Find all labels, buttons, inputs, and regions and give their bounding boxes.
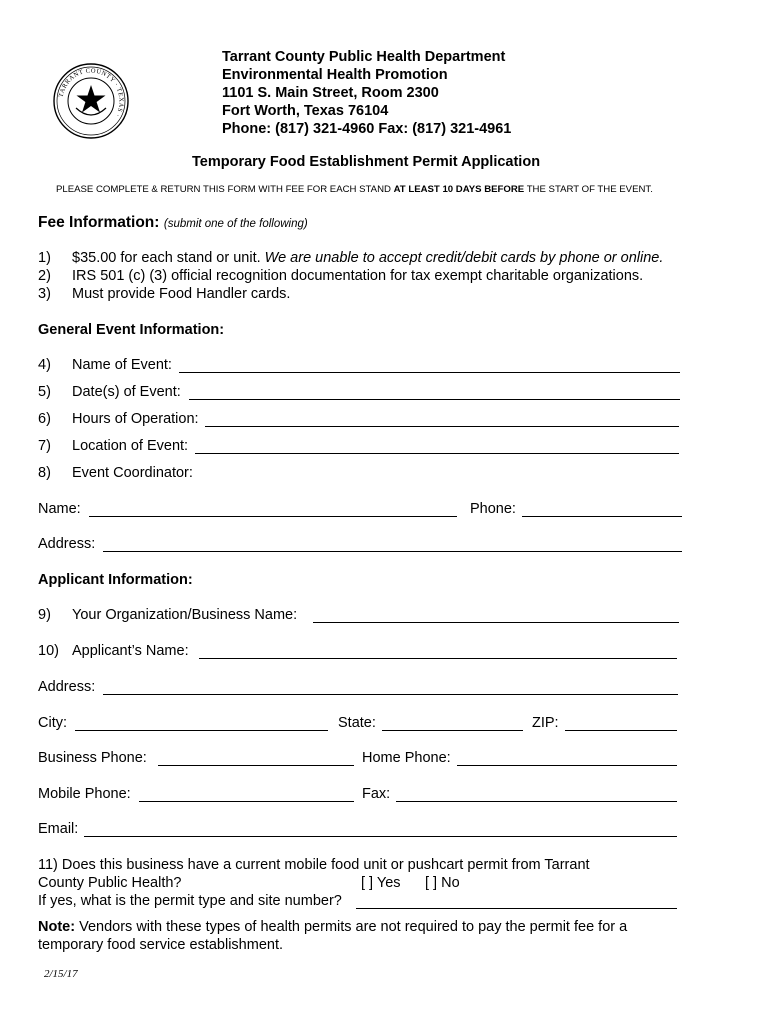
- event-item-num: 5): [38, 384, 51, 400]
- street-address: 1101 S. Main Street, Room 2300: [222, 85, 439, 101]
- email-field[interactable]: [84, 836, 677, 837]
- event-item-num: 7): [38, 438, 51, 454]
- seal-star-icon: [77, 85, 106, 113]
- applicant-name-label: Applicant’s Name:: [72, 643, 189, 659]
- fee-item-num: 2): [38, 268, 51, 284]
- note-text: Vendors with these types of health permits are not required to pay the permit fee for a: [75, 919, 628, 935]
- instructions-text-end: THE START OF THE EVENT.: [524, 184, 653, 195]
- phone-fax: Phone: (817) 321-4960 Fax: (817) 321-4961: [222, 121, 512, 137]
- location-label: Location of Event:: [72, 438, 189, 454]
- instructions-text: PLEASE COMPLETE & RETURN THIS FORM WITH FEE FOR EACH STAND: [56, 184, 394, 195]
- coordinator-address-field[interactable]: [103, 551, 682, 552]
- permit-type-label: If yes, what is the permit type and site number?: [38, 893, 342, 909]
- seal-ring-text: TARRANT COUNTY · TEXAS ·: [57, 67, 125, 119]
- q11-no-checkbox[interactable]: [ ] No: [425, 875, 460, 891]
- fax-label: Fax:: [362, 786, 391, 802]
- event-dates-field[interactable]: [189, 399, 680, 400]
- q9-num: 9): [38, 607, 51, 623]
- fee-heading: Fee Information:: [38, 214, 160, 231]
- mobile-phone-label: Mobile Phone:: [38, 786, 131, 802]
- event-dates-label: Date(s) of Event:: [72, 384, 181, 400]
- coordinator-label: Event Coordinator:: [72, 465, 193, 481]
- fee-item: [72, 250, 663, 266]
- state-label: State:: [338, 715, 376, 731]
- business-phone-label: Business Phone:: [38, 750, 147, 766]
- coordinator-name-field[interactable]: [89, 516, 457, 517]
- org-name-field[interactable]: [313, 622, 679, 623]
- hours-field[interactable]: [205, 426, 679, 427]
- fee-item-text: IRS 501 (c) (3) official recognition documentation for tax exempt charitable organizations.: [72, 268, 644, 284]
- event-item-num: 6): [38, 411, 51, 427]
- zip-label: ZIP:: [532, 715, 559, 731]
- state-field[interactable]: [382, 730, 523, 731]
- org-name-label: Your Organization/Business Name:: [72, 607, 298, 623]
- mobile-phone-field[interactable]: [139, 801, 354, 802]
- department-name: Tarrant County Public Health Department: [222, 49, 506, 65]
- event-name-field[interactable]: [179, 372, 680, 373]
- city-label: City:: [38, 715, 67, 731]
- note-label: Note:: [38, 919, 76, 935]
- form-title: Temporary Food Establishment Permit Application: [192, 154, 541, 170]
- q11-question-cont: County Public Health?: [38, 875, 182, 891]
- applicant-name-field[interactable]: [199, 658, 677, 659]
- q11-question: 11) Does this business have a current mobile food unit or pushcart permit from Tarrant: [38, 857, 590, 873]
- city-state-zip: Fort Worth, Texas 76104: [222, 103, 389, 119]
- email-label: Email:: [38, 821, 79, 837]
- fee-item-num: 3): [38, 286, 51, 302]
- fax-field[interactable]: [396, 801, 677, 802]
- coordinator-address-label: Address:: [38, 536, 96, 552]
- business-phone-field[interactable]: [158, 765, 354, 766]
- q11-yes-checkbox[interactable]: [ ] Yes: [361, 875, 401, 891]
- event-name-label: Name of Event:: [72, 357, 172, 373]
- fee-item-text: $35.00 for each stand or unit.: [72, 250, 265, 266]
- county-seal-logo: [52, 62, 130, 140]
- coordinator-phone-field[interactable]: [522, 516, 682, 517]
- location-field[interactable]: [195, 453, 679, 454]
- applicant-address-label: Address:: [38, 679, 96, 695]
- city-field[interactable]: [75, 730, 328, 731]
- coordinator-name-label: Name:: [38, 501, 81, 517]
- note-text-cont: temporary food service establishment.: [38, 937, 283, 953]
- event-section-heading: General Event Information:: [38, 322, 225, 338]
- event-item-num: 8): [38, 465, 51, 481]
- instructions: [56, 184, 653, 195]
- note-paragraph: [38, 919, 627, 935]
- applicant-address-field[interactable]: [103, 694, 678, 695]
- q10-num: 10): [38, 643, 59, 659]
- home-phone-field[interactable]: [457, 765, 677, 766]
- fee-note: (submit one of the following): [163, 218, 308, 230]
- revision-date: 2/15/17: [44, 968, 78, 980]
- fee-heading-row: [38, 214, 308, 232]
- fee-item-text: Must provide Food Handler cards.: [72, 286, 291, 302]
- applicant-section-heading: Applicant Information:: [38, 572, 193, 588]
- zip-field[interactable]: [565, 730, 677, 731]
- permit-type-field[interactable]: [356, 908, 677, 909]
- fee-item-num: 1): [38, 250, 51, 266]
- fee-item-warning: We are unable to accept credit/debit cards by phone or online.: [264, 250, 664, 266]
- home-phone-label: Home Phone:: [362, 750, 451, 766]
- hours-label: Hours of Operation:: [72, 411, 199, 427]
- coordinator-phone-label: Phone:: [470, 501, 516, 517]
- event-item-num: 4): [38, 357, 51, 373]
- instructions-deadline: AT LEAST 10 DAYS BEFORE: [393, 184, 525, 195]
- division-name: Environmental Health Promotion: [222, 67, 448, 83]
